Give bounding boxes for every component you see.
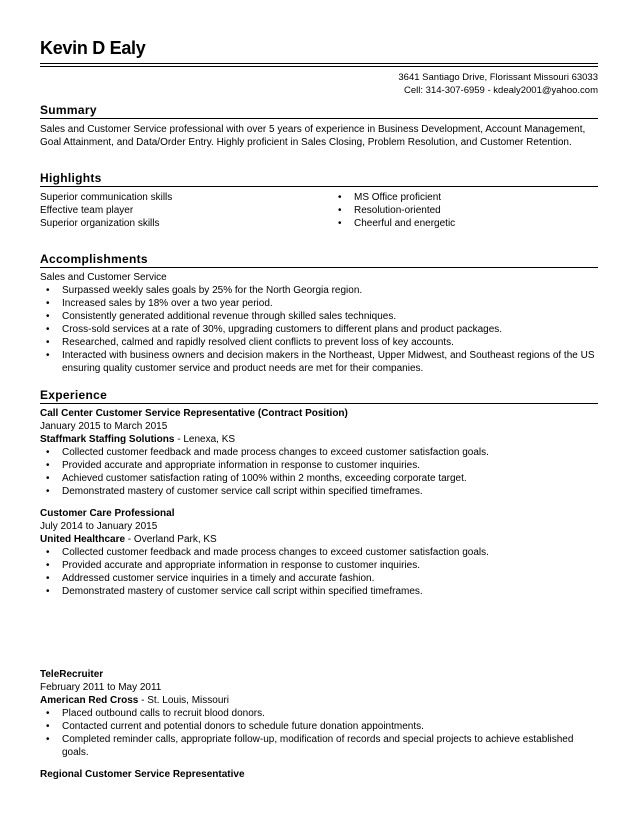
highlights-right-column [332, 191, 598, 230]
summary-text: Sales and Customer Service professional with over 5 years of experience in Business Development, Account Management, Goal Attainment, and Data/Order Entry. Highly proficient in Sales Closing, Problem Resolution, and Customer Retention. [40, 124, 586, 148]
list-item: • Addressed customer service inquiries in a timely and accurate fashion. [40, 572, 598, 585]
address-text: 3641 Santiago Drive, Florissant Missouri 63033 [398, 72, 598, 83]
header-divider-bottom [40, 66, 598, 67]
company-location: - Lenexa, KS [174, 434, 236, 445]
accomplishments-list [40, 284, 598, 375]
highlights-heading: Highlights [40, 171, 102, 185]
list-item: • Cross-sold services at a rate of 30%, upgrading customers to different plans and product packages. [40, 323, 598, 336]
list-item: • Increased sales by 18% over a two year period. [40, 297, 598, 310]
job-employer [40, 433, 598, 446]
job-title: Regional Customer Service Representative [40, 769, 245, 780]
list-item: • Demonstrated mastery of customer service call script within specified timeframes. [40, 485, 598, 498]
list-item: • Consistently generated additional revenue through skilled sales techniques. [40, 310, 598, 323]
highlights-left-column [40, 191, 332, 230]
accomplishments-divider [40, 267, 598, 268]
list-item: • Provided accurate and appropriate information in response to customer inquiries. [40, 559, 598, 572]
header-divider-top [40, 63, 598, 64]
highlight-item: Effective team player [40, 205, 134, 216]
list-item: • Surpassed weekly sales goals by 25% for the North Georgia region. [40, 284, 598, 297]
job-entry [40, 407, 598, 498]
job-duties-list [40, 707, 598, 759]
highlight-item: Superior organization skills [40, 218, 160, 229]
list-item: • Achieved customer satisfaction rating of 100% within 2 months, exceeding corporate target. [40, 472, 598, 485]
summary-divider [40, 118, 598, 119]
highlight-item: • MS Office proficient [332, 191, 598, 204]
company-location: - Overland Park, KS [125, 534, 217, 545]
job-employer [40, 533, 598, 546]
job-title: TeleRecruiter [40, 669, 104, 680]
company-name: United Healthcare [40, 534, 126, 545]
highlight-item: Superior communication skills [40, 192, 173, 203]
accomplishments-subtitle: Sales and Customer Service [40, 272, 167, 283]
contact-block [398, 71, 598, 97]
list-item: • Collected customer feedback and made process changes to exceed customer satisfaction goals. [40, 546, 598, 559]
company-name: American Red Cross [40, 695, 139, 706]
company-name: Staffmark Staffing Solutions [40, 434, 175, 445]
job-entry [40, 768, 598, 781]
resume-name: Kevin D Ealy [40, 38, 146, 58]
list-item: • Demonstrated mastery of customer service call script within specified timeframes. [40, 585, 598, 598]
job-entry [40, 507, 598, 598]
list-item: • Interacted with business owners and decision makers in the Northeast, Upper Midwest, and Southeast regions of the US ensuring quality customer service and product needs are met for their companies. [40, 349, 598, 375]
summary-heading: Summary [40, 103, 97, 117]
experience-divider [40, 403, 598, 404]
list-item: • Researched, calmed and rapidly resolved client conflicts to prevent loss of key accounts. [40, 336, 598, 349]
list-item: • Provided accurate and appropriate information in response to customer inquiries. [40, 459, 598, 472]
job-employer [40, 694, 598, 707]
job-title: Customer Care Professional [40, 508, 175, 519]
job-dates: January 2015 to March 2015 [40, 421, 168, 432]
highlights-list [40, 191, 598, 230]
highlight-item: • Cheerful and energetic [332, 217, 598, 230]
job-title: Call Center Customer Service Representative (Contract Position) [40, 408, 348, 419]
experience-heading: Experience [40, 388, 108, 402]
list-item: • Placed outbound calls to recruit blood donors. [40, 707, 598, 720]
job-dates: July 2014 to January 2015 [40, 521, 158, 532]
list-item: • Completed reminder calls, appropriate follow-up, modification of records and special projects to achieve established goals. [40, 733, 598, 759]
highlights-divider [40, 186, 598, 187]
job-duties-list [40, 546, 598, 598]
highlight-item: • Resolution-oriented [332, 204, 598, 217]
list-item: • Collected customer feedback and made process changes to exceed customer satisfaction goals. [40, 446, 598, 459]
list-item: • Contacted current and potential donors to schedule future donation appointments. [40, 720, 598, 733]
accomplishments-block [40, 271, 598, 375]
company-location: - St. Louis, Missouri [138, 695, 229, 706]
phone-email-text: Cell: 314-307-6959 - kdealy2001@yahoo.com [404, 85, 598, 96]
job-entry [40, 668, 598, 759]
accomplishments-heading: Accomplishments [40, 252, 148, 266]
job-dates: February 2011 to May 2011 [40, 682, 162, 693]
job-duties-list [40, 446, 598, 498]
